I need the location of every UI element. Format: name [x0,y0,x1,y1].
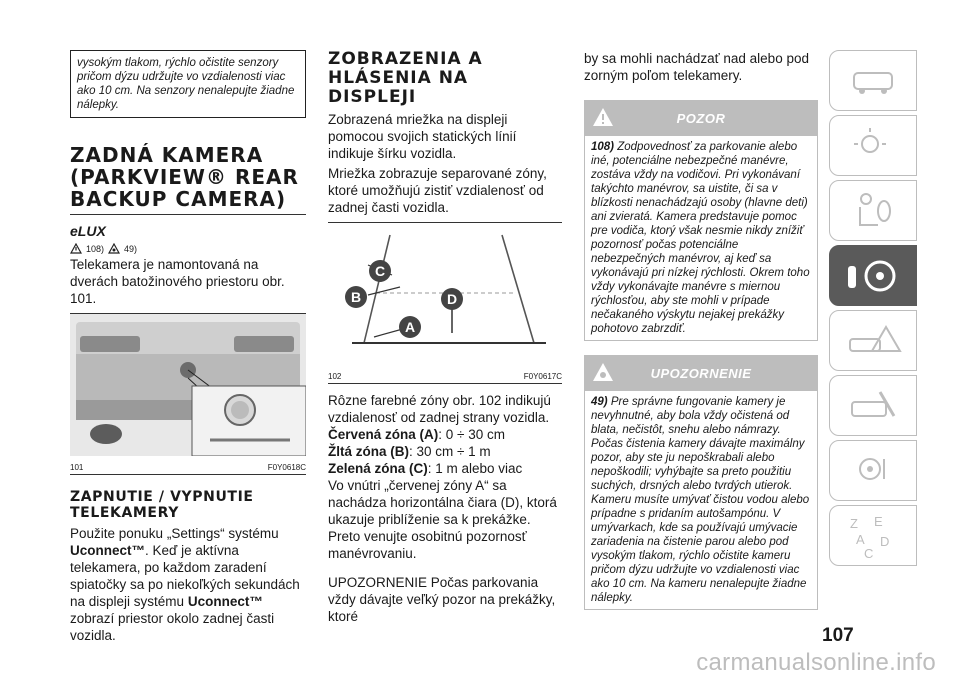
svg-text:D: D [880,534,890,549]
svg-text:Z: Z [850,516,858,531]
on-off-text-c: . Keď je aktívna telekamera, po každom zaradení spiatočky sa po niekoľkých sekundách na displeji systému [70,543,300,609]
pozor-title: POZOR [676,110,726,126]
figure-101-code: F0Y0618C [267,463,306,472]
uconnect-brand-1: Uconnect™ [70,543,146,558]
steering-wheel-key-icon [830,246,916,305]
pozor-body [584,136,818,341]
column-2 [328,50,562,625]
figure-102 [328,222,562,384]
red-zone-value: : 0 ÷ 30 cm [438,427,505,442]
pozor-header [584,100,818,136]
reference-row [70,243,306,254]
label-b: B [350,289,362,305]
tab-dashboard[interactable] [829,115,917,176]
figure-102-code: F0Y0617C [523,372,562,381]
music-location-icon [830,441,916,500]
pozor-number: 108) [591,141,615,153]
upozornenie-body [584,391,818,610]
tab-safety[interactable] [829,180,917,241]
tab-maintenance[interactable] [829,375,917,436]
warning-icon [592,107,614,127]
red-zone-label: Červená zóna (A) [328,427,439,442]
upozornenie-number: 49) [591,396,608,408]
tab-index[interactable] [829,505,917,566]
column-1 [70,50,306,644]
warning-triangle-icon [70,243,82,254]
red-zone-detail: Vo vnútri „červenej zóny A“ sa nachádza horizontálna čiara (D), ktorá ukazuje priblíženie sa k prekážke. Preto venujte osobitnú pozornosť manévrovaniu. [328,478,557,561]
upozornenie-text: Pre správne fungovanie kamery je nevyhnutné, aby bola vždy očistená od blata, nečistôt, snehu alebo námrazy. Počas čistenia kamery dávajte maximálny pozor, aby ste ju nepoškrabali alebo nepoškodili; vyhýbajte sa preto použitiu suchých, drsných alebo tvrdých utierok. Kameru musíte umývať čistou vodou alebo prípadne s pridaním autošampónu. V umývarkach, kde sa používajú umývacie zariadenia na čistenie parou alebo pod vysokým tlakom, rýchlo očistite kameru pričom dýzu udržujte vo vzdialenosti viac ako 10 cm. Na kameru nenalepujte žiadne nálepky. [591,396,810,604]
parking-warning-paragraph: UPOZORNENIE Počas parkovania vždy dávajte veľký pozor na prekážky, ktoré [328,575,556,624]
green-zone-line [328,460,562,477]
seat-airbag-icon [830,181,916,240]
yellow-zone-value: : 30 cm ÷ 1 m [409,444,491,459]
watermark: carmanualsonline.info [696,649,936,676]
alphabet-index-icon [830,506,916,565]
page-number: 107 [822,625,854,646]
green-zone-value: : 1 m alebo viac [427,461,523,476]
intro-paragraph: Telekamera je namontovaná na dverách batožinového priestoru obr. 101. [70,257,285,306]
section-heading-rear-camera: ZADNÁ KAMERA (PARKVIEW® REAR BACKUP CAMERA) [70,144,306,215]
reference-108: 108) [86,243,105,254]
hand-warning-icon [108,243,120,254]
on-off-paragraph [70,525,306,644]
figure-102-number: 102 [328,372,342,381]
zones-intro: Rôzne farebné zóny obr. 102 indikujú vzdialenosť od zadnej strany vozidla. [328,393,551,425]
car-rear-image [70,314,306,456]
pozor-text: Zodpovednosť za parkovanie alebo iné, potenciálne nebezpečné manévre, zostáva vždy na vodičovi. Pri vykonávaní takýchto manévrov, sa uistite, či sa v blízkosti nenachádzajú osoby (hlavne deti) ani zvieratá. Kamera predstavuje pomoc pre vodiča, ktorý však nesmie nikdy znížiť pozornosť počas potenciálne nebezpečných manévrov, aj keď sa vykonávajú pri nízkej rýchlosti. Okrem toho vždy vykonávajte manévre s miernou rýchlosťou, aby ste mohli v prípade nečakaného výskytu nejakej prekážky pohotovo zabrzdiť. [591,141,810,335]
column-3 [584,50,818,610]
tab-car-overview[interactable] [829,50,917,111]
elux-icon: eLUX [70,223,106,239]
upozornenie-box [584,355,818,610]
yellow-zone-line [328,443,562,460]
wrench-car-icon [830,376,916,435]
label-d: D [446,291,458,307]
note-box: vysokým tlakom, rýchlo očistite senzory pričom dýzu udržujte vo vzdialenosti viac ako 10 cm. Na senzory nenalepujte žiadne nálepky. [70,50,306,118]
upozornenie-title: UPOZORNENIE [650,365,752,381]
hand-warning-icon [592,362,614,382]
label-c: C [374,263,386,279]
tab-emergency[interactable] [829,310,917,371]
parking-grid-diagram [328,223,562,365]
pozor-box [584,100,818,341]
yellow-zone-label: Žltá zóna (B) [328,444,409,459]
sun-dashboard-icon [830,116,916,175]
green-zone-label: Zelená zóna (C) [328,461,428,476]
on-off-text-e: zobrazí priestor okolo zadnej časti vozidla. [70,611,275,643]
chapter-tabs [829,50,917,570]
upozornenie-header [584,355,818,391]
car-crash-icon [830,311,916,370]
tab-multimedia[interactable] [829,440,917,501]
uconnect-brand-2: Uconnect™ [187,594,263,609]
svg-text:C: C [864,546,874,561]
svg-text:E: E [874,514,883,529]
section-heading-display: ZOBRAZENIA A HLÁSENIA NA DISPLEJI [328,49,483,107]
figure-102-caption [328,370,562,383]
label-a: A [404,319,416,335]
figure-101 [70,313,306,475]
reference-49: 49) [124,243,138,254]
on-off-text-a: Použite ponuku „Settings“ systému [70,526,279,541]
svg-text:A: A [856,532,865,547]
zones-paragraph: Mriežka zobrazuje separované zóny, ktoré umožňujú zistiť vzdialenosť od zadnej časti vozidla. [328,166,547,215]
subheading-on-off: ZAPNUTIE / VYPNUTIE TELEKAMERY [70,489,254,521]
red-zone-line [328,426,562,443]
continuation-paragraph: by sa mohli nachádzať nad alebo pod zorným poľom telekamery. [584,51,809,83]
grid-paragraph: Zobrazená mriežka na displeji pomocou svojich statických línií indikuje šírku vozidla. [328,112,517,161]
tab-starting-driving[interactable] [829,245,917,306]
figure-101-number: 101 [70,463,84,472]
figure-101-caption [70,461,306,474]
car-icon [830,51,916,110]
